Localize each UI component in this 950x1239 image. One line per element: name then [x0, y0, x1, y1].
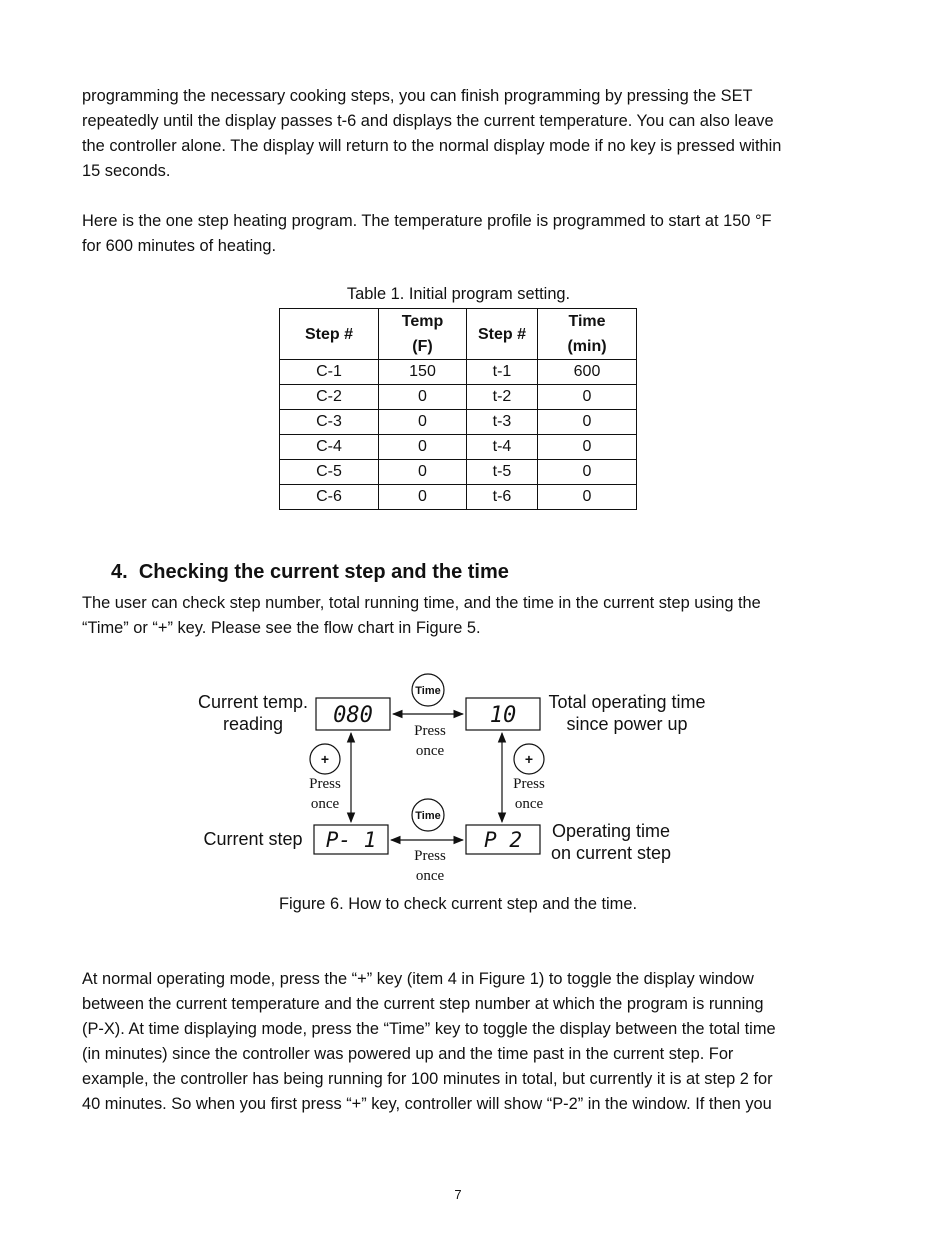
- cell-time-step: t-4: [467, 435, 538, 460]
- press-label: Press: [513, 776, 545, 792]
- cell-time-step: t-3: [467, 410, 538, 435]
- header-time-line1: Time: [568, 313, 606, 330]
- display-total-time: [466, 698, 540, 730]
- page-number: 7: [454, 1187, 462, 1202]
- time-key-label: Time: [415, 810, 441, 822]
- once-label: once: [310, 796, 340, 812]
- label-total-time-line2: since power up: [566, 714, 688, 734]
- table-row: [280, 435, 637, 460]
- table-row: [280, 360, 637, 385]
- text-line: for 600 minutes of heating.: [82, 237, 277, 255]
- section-heading: [111, 561, 509, 584]
- display-step-time-value: P 2: [484, 828, 522, 852]
- text-line: The user can check step number, total running time, and the time in the current step using the: [82, 594, 761, 612]
- paragraph-one-step-program: [82, 209, 842, 259]
- cell-time-step: t-1: [467, 360, 538, 385]
- press-label: Press: [414, 848, 446, 864]
- text-line: 15 seconds.: [82, 162, 171, 180]
- paragraph-toggle-display: [82, 967, 842, 1117]
- display-step: [314, 825, 388, 854]
- section-number: 4.: [111, 561, 128, 583]
- cell-temp: 150: [379, 360, 467, 385]
- header-temp-line2: (F): [412, 338, 433, 355]
- paragraph-check-step-intro: [82, 591, 842, 641]
- text-line: programming the necessary cooking steps, you can finish programming by pressing the SET: [82, 87, 753, 105]
- cell-temp: 0: [379, 485, 467, 510]
- text-line: example, the controller has being running for 100 minutes in total, but currently it is at step 2 for: [82, 1070, 773, 1088]
- table-row: [280, 410, 637, 435]
- cell-time: 0: [538, 485, 637, 510]
- cell-temp: 0: [379, 385, 467, 410]
- cell-time: 0: [538, 385, 637, 410]
- once-label: once: [514, 796, 544, 812]
- press-label: Press: [309, 776, 341, 792]
- press-label: Press: [414, 723, 446, 739]
- cell-time-step: t-5: [467, 460, 538, 485]
- cell-step: C-4: [280, 435, 379, 460]
- paragraph-program-finish: [82, 84, 842, 184]
- time-key-label: Time: [415, 685, 441, 697]
- cell-step: C-2: [280, 385, 379, 410]
- header-step-2: Step #: [467, 309, 538, 360]
- header-time: [538, 309, 637, 360]
- text-line: repeatedly until the display passes t-6 and displays the current temperature. You can also leave: [82, 112, 774, 130]
- cell-time: 600: [538, 360, 637, 385]
- text-line: (P-X). At time displaying mode, press the “Time” key to toggle the display between the total time: [82, 1020, 776, 1038]
- cell-temp: 0: [379, 435, 467, 460]
- label-current-temp-line2: reading: [222, 714, 284, 734]
- plus-key-label: +: [320, 751, 330, 767]
- label-current-step: Current step: [203, 829, 303, 849]
- display-temp-value: 080: [333, 703, 373, 728]
- time-key-icon: [412, 799, 444, 831]
- display-temp: [316, 698, 390, 730]
- display-total-time-value: 10: [489, 703, 517, 728]
- plus-key-icon: [310, 744, 340, 774]
- flow-chart-figure: [0, 660, 950, 890]
- cell-time: 0: [538, 410, 637, 435]
- cell-temp: 0: [379, 410, 467, 435]
- cell-step: C-5: [280, 460, 379, 485]
- header-step: Step #: [280, 309, 379, 360]
- program-table: [279, 308, 637, 510]
- cell-step: C-3: [280, 410, 379, 435]
- cell-time-step: t-6: [467, 485, 538, 510]
- section-title: Checking the current step and the time: [138, 561, 509, 583]
- header-temp-line1: Temp: [401, 313, 444, 330]
- text-line: the controller alone. The display will return to the normal display mode if no key is pressed within: [82, 137, 782, 155]
- text-line: between the current temperature and the current step number at which the program is running: [82, 995, 764, 1013]
- header-temp: [379, 309, 467, 360]
- header-time-line2: (min): [567, 338, 607, 355]
- text-line: “Time” or “+” key. Please see the flow chart in Figure 5.: [82, 619, 481, 637]
- cell-temp: 0: [379, 460, 467, 485]
- label-op-time-line2: on current step: [550, 843, 672, 863]
- text-line: Here is the one step heating program. The temperature profile is programmed to start at 150 °F: [82, 212, 772, 230]
- table-caption: Table 1. Initial program setting.: [346, 285, 571, 303]
- table-row: [280, 485, 637, 510]
- text-line: (in minutes) since the controller was powered up and the time past in the current step. For: [82, 1045, 734, 1063]
- display-step-time: [466, 825, 540, 854]
- plus-key-label: +: [524, 751, 534, 767]
- table-row: [280, 460, 637, 485]
- cell-time-step: t-2: [467, 385, 538, 410]
- table-header-row: [280, 309, 637, 360]
- figure-caption: Figure 6. How to check current step and the time.: [278, 895, 638, 913]
- label-current-temp-line1: Current temp.: [197, 692, 309, 712]
- once-label: once: [415, 868, 445, 884]
- plus-key-icon: [514, 744, 544, 774]
- label-total-time-line1: Total operating time: [548, 692, 706, 712]
- cell-time: 0: [538, 435, 637, 460]
- cell-step: C-1: [280, 360, 379, 385]
- cell-step: C-6: [280, 485, 379, 510]
- text-line: At normal operating mode, press the “+” key (item 4 in Figure 1) to toggle the display window: [82, 970, 754, 988]
- display-step-value: P- 1: [325, 828, 377, 852]
- cell-time: 0: [538, 460, 637, 485]
- table-row: [280, 385, 637, 410]
- once-label: once: [415, 743, 445, 759]
- time-key-icon: [412, 674, 444, 706]
- text-line: 40 minutes. So when you first press “+” key, controller will show “P-2” in the window. If then you: [82, 1095, 772, 1113]
- label-op-time-line1: Operating time: [551, 821, 671, 841]
